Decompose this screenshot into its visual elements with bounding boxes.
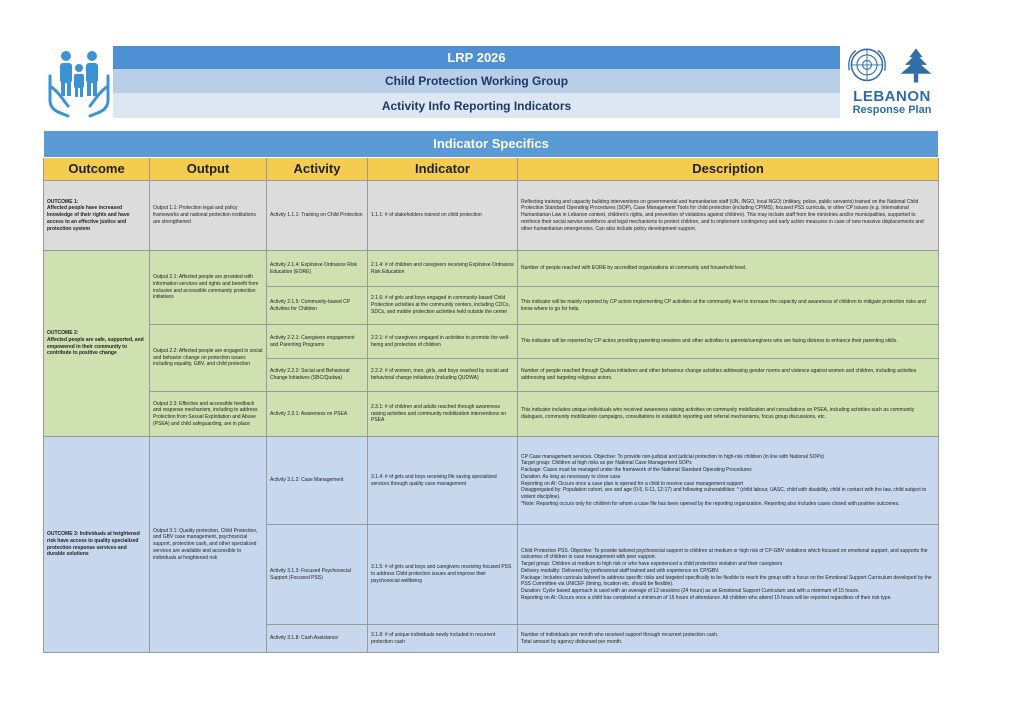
lrp-title: LRP 2026 [113,46,840,69]
lebanon-response-plan-logo [842,46,938,118]
output-cell: Output 2.2: Affected people are engaged in social and behavior change on protection issues including equality, GBV, and child protection [150,325,267,392]
description-line: Duration: Cycle based approach is used with an average of 12 sessions (24 hours) as an Emotional Support Curriculum and with a minimum of 15 hours. [521,588,860,594]
indicator-cell: 2.3.1: # of children and adults reached through awareness raising activities and community mobilization interventions on PSEA [368,392,518,437]
indicator-cell: 2.1.6: # of girls and boys engaged in community-based Child Protection activities at the community centers, including CDCs, SDCs, and mobile protection activities held outside the center [368,287,518,325]
table-row [44,392,939,437]
description-line: Total amount by agency disbursed per month. [521,638,623,645]
indicator-cell: 2.2.2: # of women, men, girls, and boys reached by social and behavioral change initiatives (including QUDWA) [368,359,518,392]
description-line: Target group: Children at medium to high risk or who have experienced a child protection violation and their caregivers [521,561,783,567]
output-cell: Output 3.1: Quality protection, Child Protection, and GBV case management, psychosocial support, protection cash, and other specialized services are available and accessible to individuals at heightened risk [150,437,267,653]
description-line: Package: Cases must be managed under the framework of the National Standard Operating Procedures [521,467,752,473]
indicator-cell: 2.2.1: # of caregivers engaged in activities to promote the well-being and protection of children [368,325,518,359]
description-line: Reflecting training and capacity building interventions on governmental and humanitarian staff (UN, INGO, local NGO) (military, police, public servants) trained on the National Child Protection Standard Operating Procedures (SOP), Case Management Tools for child protection (including CPIMS), focused PSS curricula, or other CP issues (e.g. International Humanitarian Law in Lebanon context, children's rights, and prevention of violations against children). This may include staff from line ministries and/or municipalities, supported to reinforce their social service workforce and legal mechanisms to protect children, and to implement contingency and early action measures in case of new massive displacements and other humanitarian emergencies. Can also include policy development support. [521,198,924,232]
description-line: Number of individuals per month who received support through recurrent protection cash. [521,631,719,638]
cpwg-logo [46,46,112,118]
description-line: Number of people reached through Qudwa initiatives and other behaviour change activities addressing gender norms and violence against women and children, including activities addressing and targeting religious actors. [521,368,917,381]
indicator-cell: 3.1.5: # of girls and boys and caregivers receiving focused PSS to address Child protection issues and improve their psychosocial wellbeing [368,525,518,625]
column-header-activity: Activity [267,158,368,181]
column-header-description: Description [518,158,939,181]
indicator-cell: 2.1.4: # of children and caregivers receiving Explosive Ordnance Risk Education [368,251,518,287]
activity-cell: Activity 2.1.5: Community-based CP Activities for Children [267,287,368,325]
cedar-tree-icon [894,46,938,86]
description-line: CP Case management services. Objective: To provide non-judicial and judicial protection to high-risk children (in line with National SOPs) [521,453,825,460]
indicator-table [43,130,939,653]
response-plan-logo-text: Response Plan [852,104,932,116]
column-header-indicator: Indicator [368,158,518,181]
description-line: Package: Includes curricula tailored to address specific risks and targeted specifically to be flexible to reach the group with a focus on the Emotional Support Curriculum developed by the PSS Committee via UNICEF (timing, location etc. should be flexible). [521,574,932,588]
description-cell [518,287,939,325]
description-line: Number of people reached with EORE by accredited organizations at community and household level. [521,265,747,272]
description-line: Reporting on AI: Occurs once a case plan is opened for a child to receive case management support [521,480,744,487]
description-line: Delivery modality: Delivered by professional staff trained and with experience on CP/GBV. [521,567,720,574]
outcome-cell: OUTCOME 3: Individuals at heightened risk have access to quality specialized protection response services and durable solutions [44,437,150,653]
outcome-cell: OUTCOME 2: Affected people are safe, supported, and empowered in their community to contribute to positive change [44,251,150,437]
description-line: This indicator will be reported by CP actors providing parenting sessions and other activities to parents/caregivers who are facing distress to enhance their parenting skills. [521,338,898,345]
description-line: Target group: Children at high risks as per National Case Management SOPs [521,460,692,467]
report-title: Activity Info Reporting Indicators [113,93,840,118]
description-cell [518,625,939,653]
table-row [44,251,939,287]
description-cell [518,359,939,392]
activity-cell: Activity 3.1.3: Focused Psychosocial Support (Focused PSS) [267,525,368,625]
working-group-title: Child Protection Working Group [113,69,840,93]
output-cell: Output 2.3: Effective and accessible feedback and response mechanism, including to address Protection from Sexual Exploitation and Abuse (PSEA) and child safeguarding, are in place [150,392,267,437]
description-cell [518,325,939,359]
description-cell [518,251,939,287]
description-line: Reporting on AI: Occurs once a child has completed a minimum of 15 hours of attendance. All children who attend 15 hours will be reported regardless of their risk type. [521,594,892,601]
section-title: Indicator Specifics [44,131,939,158]
description-line: This indicator includes unique individuals who received awareness raising activities on community mobilization and consultations on PSEA, including activities such as community dialogues, community mobilization campaigns, consultations to establish reporting and referral mechanisms, focus group discussions, etc. [521,407,915,420]
activity-cell: Activity 3.1.2: Case Management [267,437,368,525]
description-cell [518,181,939,251]
table-row [44,181,939,251]
activity-cell: Activity 1.1.1: Training on Child Protection [267,181,368,251]
column-header-output: Output [150,158,267,181]
indicator-cell: 3.1.4: # of girls and boys receiving life saving specialized services through quality case management [368,437,518,525]
un-emblem-icon [844,46,890,86]
output-cell: Output 2.1: Affected people are provided with information services and rights and benefit from inclusive and accessible community protection initiatives [150,251,267,325]
activity-cell: Activity 2.3.1: Awareness on PSEA [267,392,368,437]
activity-cell: Activity 2.2.1: Caregivers engagement and Parenting Programs [267,325,368,359]
description-line: Disaggregated by: Population cohort, sex and age (0-5, 6-11, 12-17) and following vulnerabilities: * (child labour, UASC, child with disability, child in contact with the law, child subject to violent discipline). [521,487,927,500]
outcome-cell: OUTCOME 1: Affected people have increased knowledge of their rights and have access to an effective justice and protection system [44,181,150,251]
column-header-outcome: Outcome [44,158,150,181]
description-cell [518,525,939,625]
activity-cell: Activity 2.1.4: Explosive Ordnance Risk Education (EORE) [267,251,368,287]
table-row [44,437,939,525]
description-line: This indicator will be mainly reported by CP actors implementing CP activities at the community level to increase the capacity and awareness of children to mitigate protection risks and know where to go for help. [521,298,926,312]
description-cell [518,392,939,437]
description-line: *Note: Reporting occurs only for children for whom a case file has been opened by the reporting organization. Reporting also includes cases closed with positive outcomes. [521,500,900,507]
activity-cell: Activity 3.1.8: Cash Assistance [267,625,368,653]
indicator-cell: 3.1.8: # of unique individuals newly included in recurrent protection cash [368,625,518,653]
lebanon-logo-text: LEBANON [853,88,931,105]
description-line: Duration: As long as necessary to close case [521,473,621,480]
description-cell [518,437,939,525]
table-row [44,325,939,359]
description-line: Child Protection PSS. Objective: To provide tailored psychosocial support to children at medium or high risk of CP-GBV violations which focused on emotional support, and supports the outcomes of children in case management with peer support. [521,547,928,561]
indicator-cell: 1.1.1: # of stakeholders trained on child protection [368,181,518,251]
activity-cell: Activity 2.2.2: Social and Behavioral Change Initiatives (SBC/Qudwa) [267,359,368,392]
output-cell: Output 1.1: Protection legal and policy frameworks and national protection institutions are strengthened [150,181,267,251]
